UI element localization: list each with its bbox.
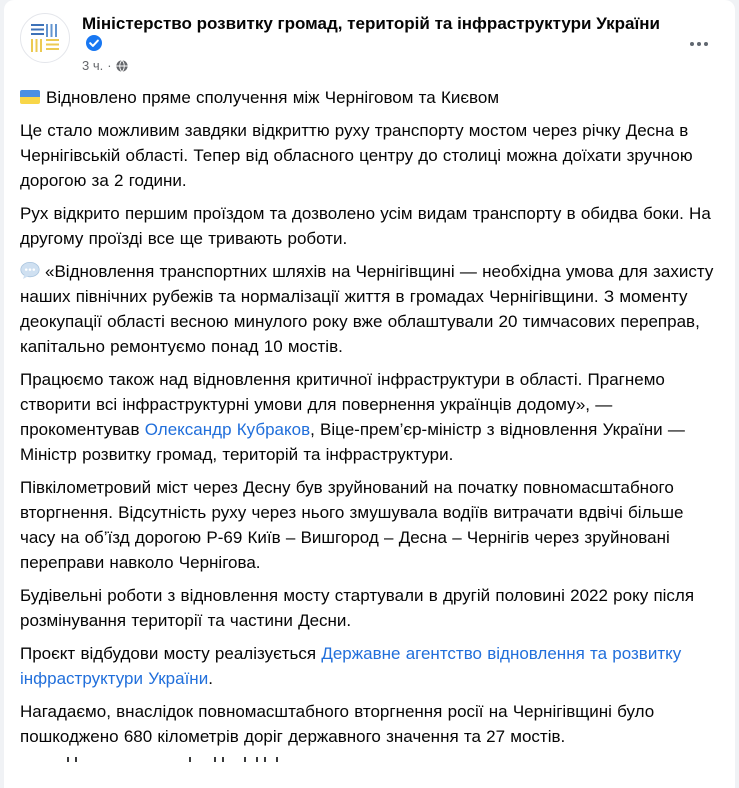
speech-balloon-emoji [20,262,40,280]
page-avatar[interactable] [20,13,70,63]
logo-quadrant-yellow-horizontal [46,39,59,52]
clipped-glyph-mark [222,757,224,762]
page-name-link[interactable]: Міністерство розвитку громад, територій та інфраструктури України [82,14,660,33]
agency-link[interactable]: Державне агентство відновлення та розвитку інфраструктури України [20,644,682,688]
logo-quadrant-blue-horizontal [31,24,44,37]
more-options-button[interactable] [681,26,717,62]
clipped-next-line [20,757,719,771]
post-body [4,73,735,771]
post-header [4,0,735,73]
ministry-logo-icon [31,24,59,52]
post-paragraph [20,641,719,691]
logo-quadrant-yellow-vertical [31,39,44,52]
post-paragraph [20,259,719,359]
clipped-glyph-mark [276,757,278,762]
post-card [4,0,735,788]
post-paragraph: Будівельні роботи з відновлення мосту стартували в другій половині 2022 року після розмінування території та частини Десни. [20,586,695,630]
paragraph-text: , Віце-прем’єр-міністр з відновлення України — Міністр розвитку громад, територій та інфраструктури. [20,420,685,464]
meta-separator: · [107,58,112,73]
post-paragraph [20,367,719,467]
post-paragraph [20,85,719,110]
post-paragraph: Півкілометровий міст через Десну був зруйнований на початку повномасштабного вторгнення. Відсутність руху через нього змушувала водіїв витрачати вдвічі більше часу на об’їзд дорогою Р-69 Київ – Вишгород – Десна – Чернігів через зруйновані переправи навколо Чернігова. [20,478,684,572]
clipped-glyph-mark [189,757,191,762]
post-paragraph: Це стало можливим завдяки відкриттю руху транспорту мостом через річку Десна в Чернігівській області. Тепер від обласного центру до столиці можна доїхати зручною дорогою за 2 години. [20,121,693,190]
ukraine-flag-emoji [20,90,40,104]
paragraph-text: Працюємо також над відновлення критичної інфраструктури в області. Прагнемо створити всі інфраструктурні умови для повернення українців додому», — прокоментував [20,370,665,439]
post-meta [82,58,679,73]
globe-public-icon [116,60,128,72]
clipped-glyph-mark [256,757,258,762]
dot-icon [704,42,708,46]
clipped-glyph-mark [75,757,77,762]
header-info [82,13,719,73]
verified-badge-icon [86,35,102,51]
dot-icon [690,42,694,46]
paragraph-text: «Відновлення транспортних шляхів на Чернігівщині — необхідна умова для захисту наших північних рубежів та нормалізації життя в громадах Чернігівщини. З моменту деокупації області весною минулого року вже облаштували 20 тимчасових переправ, капітально ремонтуємо понад 10 мостів. [20,262,714,356]
post-paragraph: Рух відкрито першим проїздом та дозволено усім видам транспорту в обидва боки. На другому проїзді все ще тривають роботи. [20,204,711,248]
timestamp-link[interactable]: 3 ч. [82,58,104,73]
paragraph-text: Проєкт відбудови мосту реалізується [20,644,322,663]
post-paragraph: Нагадаємо, внаслідок повномасштабного вторгнення росії на Чернігівщині було пошкоджено 680 кілометрів доріг державного значення та 27 мостів. [20,702,655,746]
logo-quadrant-blue-vertical [46,24,59,37]
person-link-kubrakov[interactable]: Олександр Кубраков [144,420,311,439]
clipped-glyph-mark [214,757,216,762]
clipped-glyph-mark [67,757,69,762]
paragraph-text: Відновлено пряме сполучення між Черніговом та Києвом [46,88,500,107]
paragraph-text: . [208,669,213,688]
clipped-glyph-mark [244,757,246,762]
clipped-glyph-mark [264,757,266,762]
dot-icon [697,42,701,46]
